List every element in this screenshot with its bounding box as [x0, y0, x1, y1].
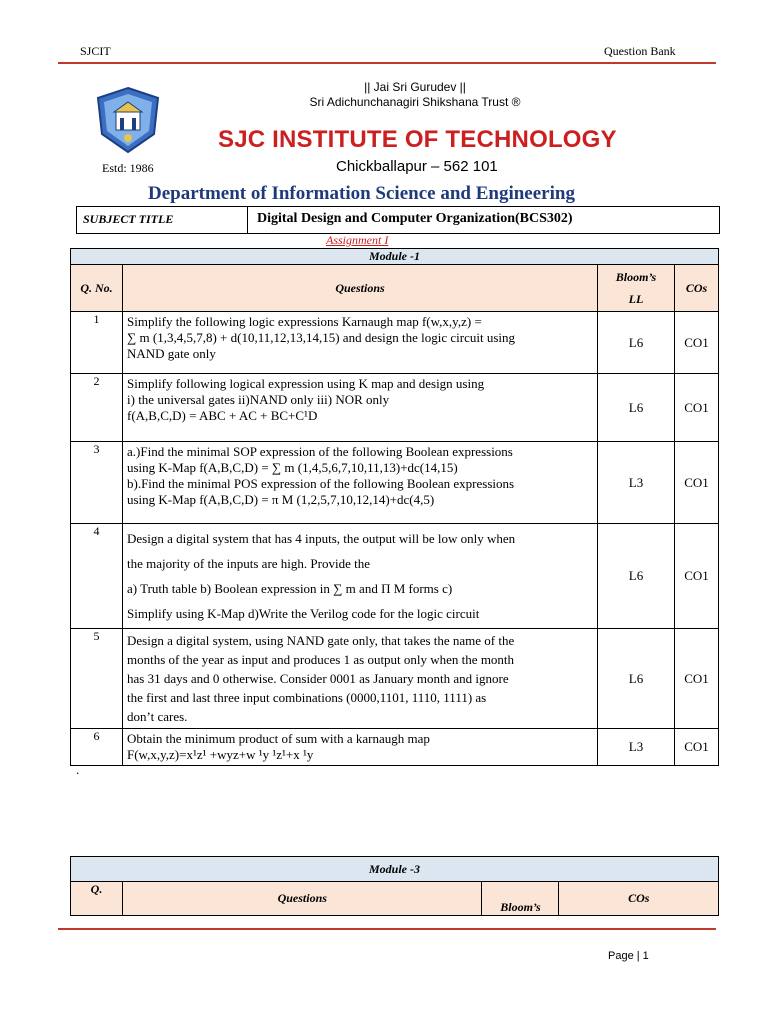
module-3-table — [70, 856, 719, 916]
table-row — [71, 629, 719, 729]
trust-line-1: || Jai Sri Gurudev || — [364, 80, 466, 94]
question-text — [123, 442, 598, 524]
institute-logo-icon — [92, 86, 164, 156]
col-questions: Questions — [123, 265, 598, 312]
department-title: Department of Information Science and Engineering — [148, 183, 575, 204]
blooms-level: L3 — [598, 729, 675, 766]
question-line: a) Truth table b) Boolean expression in ∑ m and Π M forms c) — [127, 581, 453, 596]
page-number: Page | 1 — [608, 950, 649, 962]
question-line: Design a digital system that has 4 inputs, the output will be low only when — [127, 531, 516, 546]
table-row — [71, 442, 719, 524]
col-blooms-line1: Bloom’s — [615, 270, 657, 284]
question-number: 1 — [71, 312, 123, 374]
module-1-title: Module -1 — [71, 249, 719, 265]
question-number: 4 — [71, 524, 123, 629]
question-number: 3 — [71, 442, 123, 524]
col-blooms — [598, 265, 675, 312]
question-line: the majority of the inputs are high. Provide the — [127, 556, 370, 571]
subject-value: Digital Design and Computer Organization(BCS302) — [257, 211, 573, 226]
m3-col-qno: Q. — [71, 882, 123, 916]
question-line: F(w,x,y,z)=x¹z¹ +wyz+w ¹y ¹z¹+x ¹y — [127, 747, 314, 762]
table-row — [71, 729, 719, 766]
question-line: don’t cares. — [127, 709, 188, 724]
question-line: using K-Map f(A,B,C,D) = ∑ m (1,4,5,6,7,10,11,13)+dc(14,15) — [127, 460, 458, 475]
module-1-rows — [71, 312, 719, 766]
course-outcome: CO1 — [675, 629, 719, 729]
question-line: has 31 days and 0 otherwise. Consider 0001 as January month and ignore — [127, 671, 509, 686]
institute-name: SJC INSTITUTE OF TECHNOLOGY — [218, 126, 617, 153]
question-line: Simplify the following logic expressions Karnaugh map f(w,x,y,z) = — [127, 314, 482, 329]
blooms-level: L6 — [598, 312, 675, 374]
table-row — [71, 374, 719, 442]
header-left: SJCIT — [80, 44, 111, 58]
question-line: b).Find the minimal POS expression of the following Boolean expressions — [127, 476, 515, 491]
question-line: f(A,B,C,D) = ABC + AC + BC+C¹D — [127, 408, 318, 423]
institute-city: Chickballapur – 562 101 — [336, 158, 498, 175]
question-line: using K-Map f(A,B,C,D) = π M (1,2,5,7,10,12,14)+dc(4,5) — [127, 492, 435, 507]
stray-dot: . — [76, 762, 80, 777]
blooms-level: L6 — [598, 374, 675, 442]
question-line: Simplify following logical expression using K map and design using — [127, 376, 485, 391]
question-line: i) the universal gates ii)NAND only iii) NOR only — [127, 392, 390, 407]
assignment-title: Assignment I — [326, 233, 389, 247]
question-text — [123, 524, 598, 629]
question-line: Obtain the minimum product of sum with a karnaugh map — [127, 731, 430, 746]
question-line: ∑ m (1,3,4,5,7,8) + d(10,11,12,13,14,15) and design the logic circuit using — [127, 330, 516, 345]
footer-rule — [58, 928, 716, 930]
header-rule — [58, 62, 716, 64]
blooms-level: L3 — [598, 442, 675, 524]
m3-col-blooms: Bloom’s — [482, 882, 559, 916]
course-outcome: CO1 — [675, 524, 719, 629]
col-blooms-line2: LL — [628, 292, 644, 306]
trust-line-2: Sri Adichunchanagiri Shikshana Trust ® — [309, 95, 521, 109]
blooms-level: L6 — [598, 524, 675, 629]
table-row — [71, 524, 719, 629]
m3-col-questions: Questions — [123, 882, 482, 916]
question-line: the first and last three input combinations (0000,1101, 1110, 1111) as — [127, 690, 487, 705]
col-qno: Q. No. — [71, 265, 123, 312]
course-outcome: CO1 — [675, 374, 719, 442]
course-outcome: CO1 — [675, 729, 719, 766]
module-3-title: Module -3 — [71, 857, 719, 882]
subject-label: SUBJECT TITLE — [83, 212, 174, 226]
course-outcome: CO1 — [675, 442, 719, 524]
table-row — [71, 312, 719, 374]
blooms-level: L6 — [598, 629, 675, 729]
question-line: a.)Find the minimal SOP expression of the following Boolean expressions — [127, 444, 513, 459]
institute-estd: Estd: 1986 — [102, 161, 154, 175]
trust-heading — [306, 80, 524, 110]
question-line: Design a digital system, using NAND gate only, that takes the name of the — [127, 633, 515, 648]
question-line: Simplify using K-Map d)Write the Verilog code for the logic circuit — [127, 606, 480, 621]
question-number: 2 — [71, 374, 123, 442]
module-1-table — [70, 248, 719, 766]
course-outcome: CO1 — [675, 312, 719, 374]
question-text — [123, 629, 598, 729]
question-number: 6 — [71, 729, 123, 766]
header-right: Question Bank — [604, 44, 676, 58]
question-line: months of the year as input and produces 1 as output only when the month — [127, 652, 515, 667]
col-cos: COs — [675, 265, 719, 312]
question-text — [123, 729, 598, 766]
question-number: 5 — [71, 629, 123, 729]
question-text — [123, 374, 598, 442]
question-text — [123, 312, 598, 374]
question-line: NAND gate only — [127, 346, 216, 361]
m3-col-cos: COs — [559, 882, 719, 916]
subject-box — [76, 206, 720, 234]
